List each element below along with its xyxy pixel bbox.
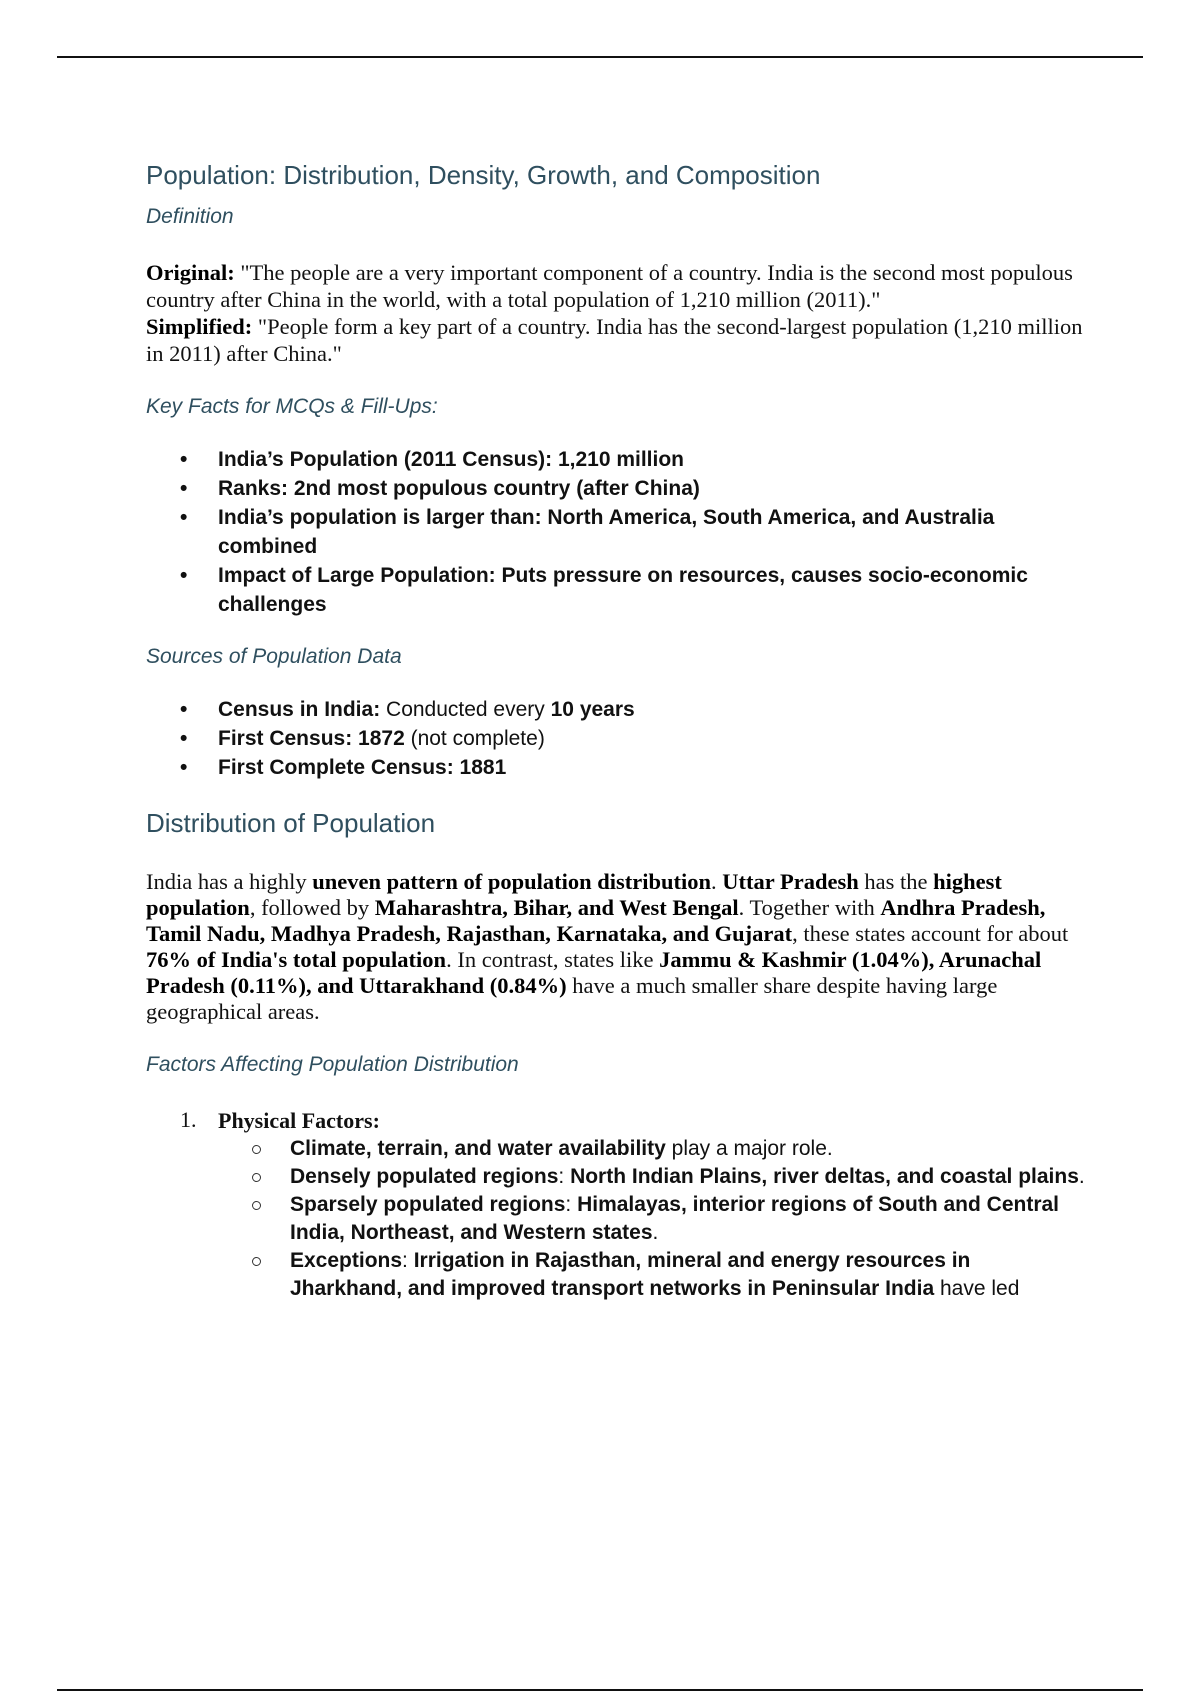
text-run: , followed by xyxy=(249,895,375,920)
text-run: India has a highly xyxy=(146,869,313,894)
factor-title: Physical Factors: xyxy=(218,1108,380,1133)
top-rule xyxy=(57,56,1143,58)
definition-heading: Definition xyxy=(146,205,234,228)
key-facts-heading: Key Facts for MCQs & Fill-Ups: xyxy=(146,395,438,418)
list-item xyxy=(146,1107,1086,1303)
factors-list xyxy=(146,1107,1086,1303)
factor-sublist xyxy=(218,1135,1086,1303)
document-title: Population: Distribution, Density, Growth, and Composition xyxy=(146,160,821,190)
list-item: • First Complete Census: 1881 xyxy=(146,753,1086,782)
original-text: "The people are a very important component of a country. India is the second most populous country after China in the world, with a total population of 1,210 million (2011)." xyxy=(146,260,1073,312)
text-run: have a much smaller share despite having large geographical areas. xyxy=(146,973,998,1024)
list-item: • India’s Population (2011 Census): 1,210 million xyxy=(146,445,1086,474)
bold-text: highest population xyxy=(146,869,1002,920)
circle-bullet-icon xyxy=(252,1257,261,1266)
bottom-rule xyxy=(57,1689,1143,1691)
list-item: • Impact of Large Population: Puts pressure on resources, causes socio-economic challenges xyxy=(146,561,1086,619)
definition-block xyxy=(146,259,1086,367)
bold-text: uneven pattern of population distribution xyxy=(312,869,712,894)
circle-bullet-icon xyxy=(252,1145,261,1154)
simplified-line xyxy=(146,313,1086,367)
distribution-paragraph xyxy=(146,869,1086,1025)
list-item: • First Census: 1872 (not complete) xyxy=(146,724,1086,753)
document-page xyxy=(146,160,1086,1303)
simplified-text: "People form a key part of a country. India has the second-largest population (1,210 million in 2011) after China." xyxy=(146,314,1083,366)
text-run: . Together with xyxy=(738,895,881,920)
list-item: Densely populated regions: North Indian Plains, river deltas, and coastal plains. xyxy=(218,1163,1086,1191)
sources-list xyxy=(146,695,1086,782)
original-line xyxy=(146,259,1086,313)
list-number: 1. xyxy=(180,1107,197,1132)
bold-text: 76% of India's total population xyxy=(146,947,447,972)
circle-bullet-icon xyxy=(252,1201,261,1210)
list-item: • Census in India: Conducted every 10 years xyxy=(146,695,1086,724)
simplified-label: Simplified: xyxy=(146,314,253,339)
list-item: Climate, terrain, and water availability play a major role. xyxy=(218,1135,1086,1163)
text-run: . In contrast, states like xyxy=(446,947,660,972)
list-item: • Ranks: 2nd most populous country (after China) xyxy=(146,474,1086,503)
list-item: • India’s population is larger than: North America, South America, and Australia combined xyxy=(146,503,1086,561)
factors-heading: Factors Affecting Population Distribution xyxy=(146,1053,519,1076)
distribution-heading: Distribution of Population xyxy=(146,808,436,838)
text-run: . xyxy=(711,869,723,894)
bold-text: Jammu & Kashmir (1.04%), Arunachal Pradesh (0.11%), and Uttarakhand (0.84%) xyxy=(146,947,1042,998)
sources-heading: Sources of Population Data xyxy=(146,645,402,668)
key-facts-list xyxy=(146,445,1086,619)
text-run: , these states account for about xyxy=(792,921,1069,946)
list-item: Exceptions: Irrigation in Rajasthan, mineral and energy resources in Jharkhand, and improved transport networks in Peninsular India have led xyxy=(218,1247,1086,1303)
list-item: Sparsely populated regions: Himalayas, interior regions of South and Central India, Northeast, and Western states. xyxy=(218,1191,1086,1247)
bold-text: Maharashtra, Bihar, and West Bengal xyxy=(374,895,739,920)
text-run: has the xyxy=(858,869,934,894)
original-label: Original: xyxy=(146,260,235,285)
bold-text: Uttar Pradesh xyxy=(722,869,859,894)
bold-text: Andhra Pradesh, Tamil Nadu, Madhya Pradesh, Rajasthan, Karnataka, and Gujarat xyxy=(146,895,1046,946)
circle-bullet-icon xyxy=(252,1173,261,1182)
